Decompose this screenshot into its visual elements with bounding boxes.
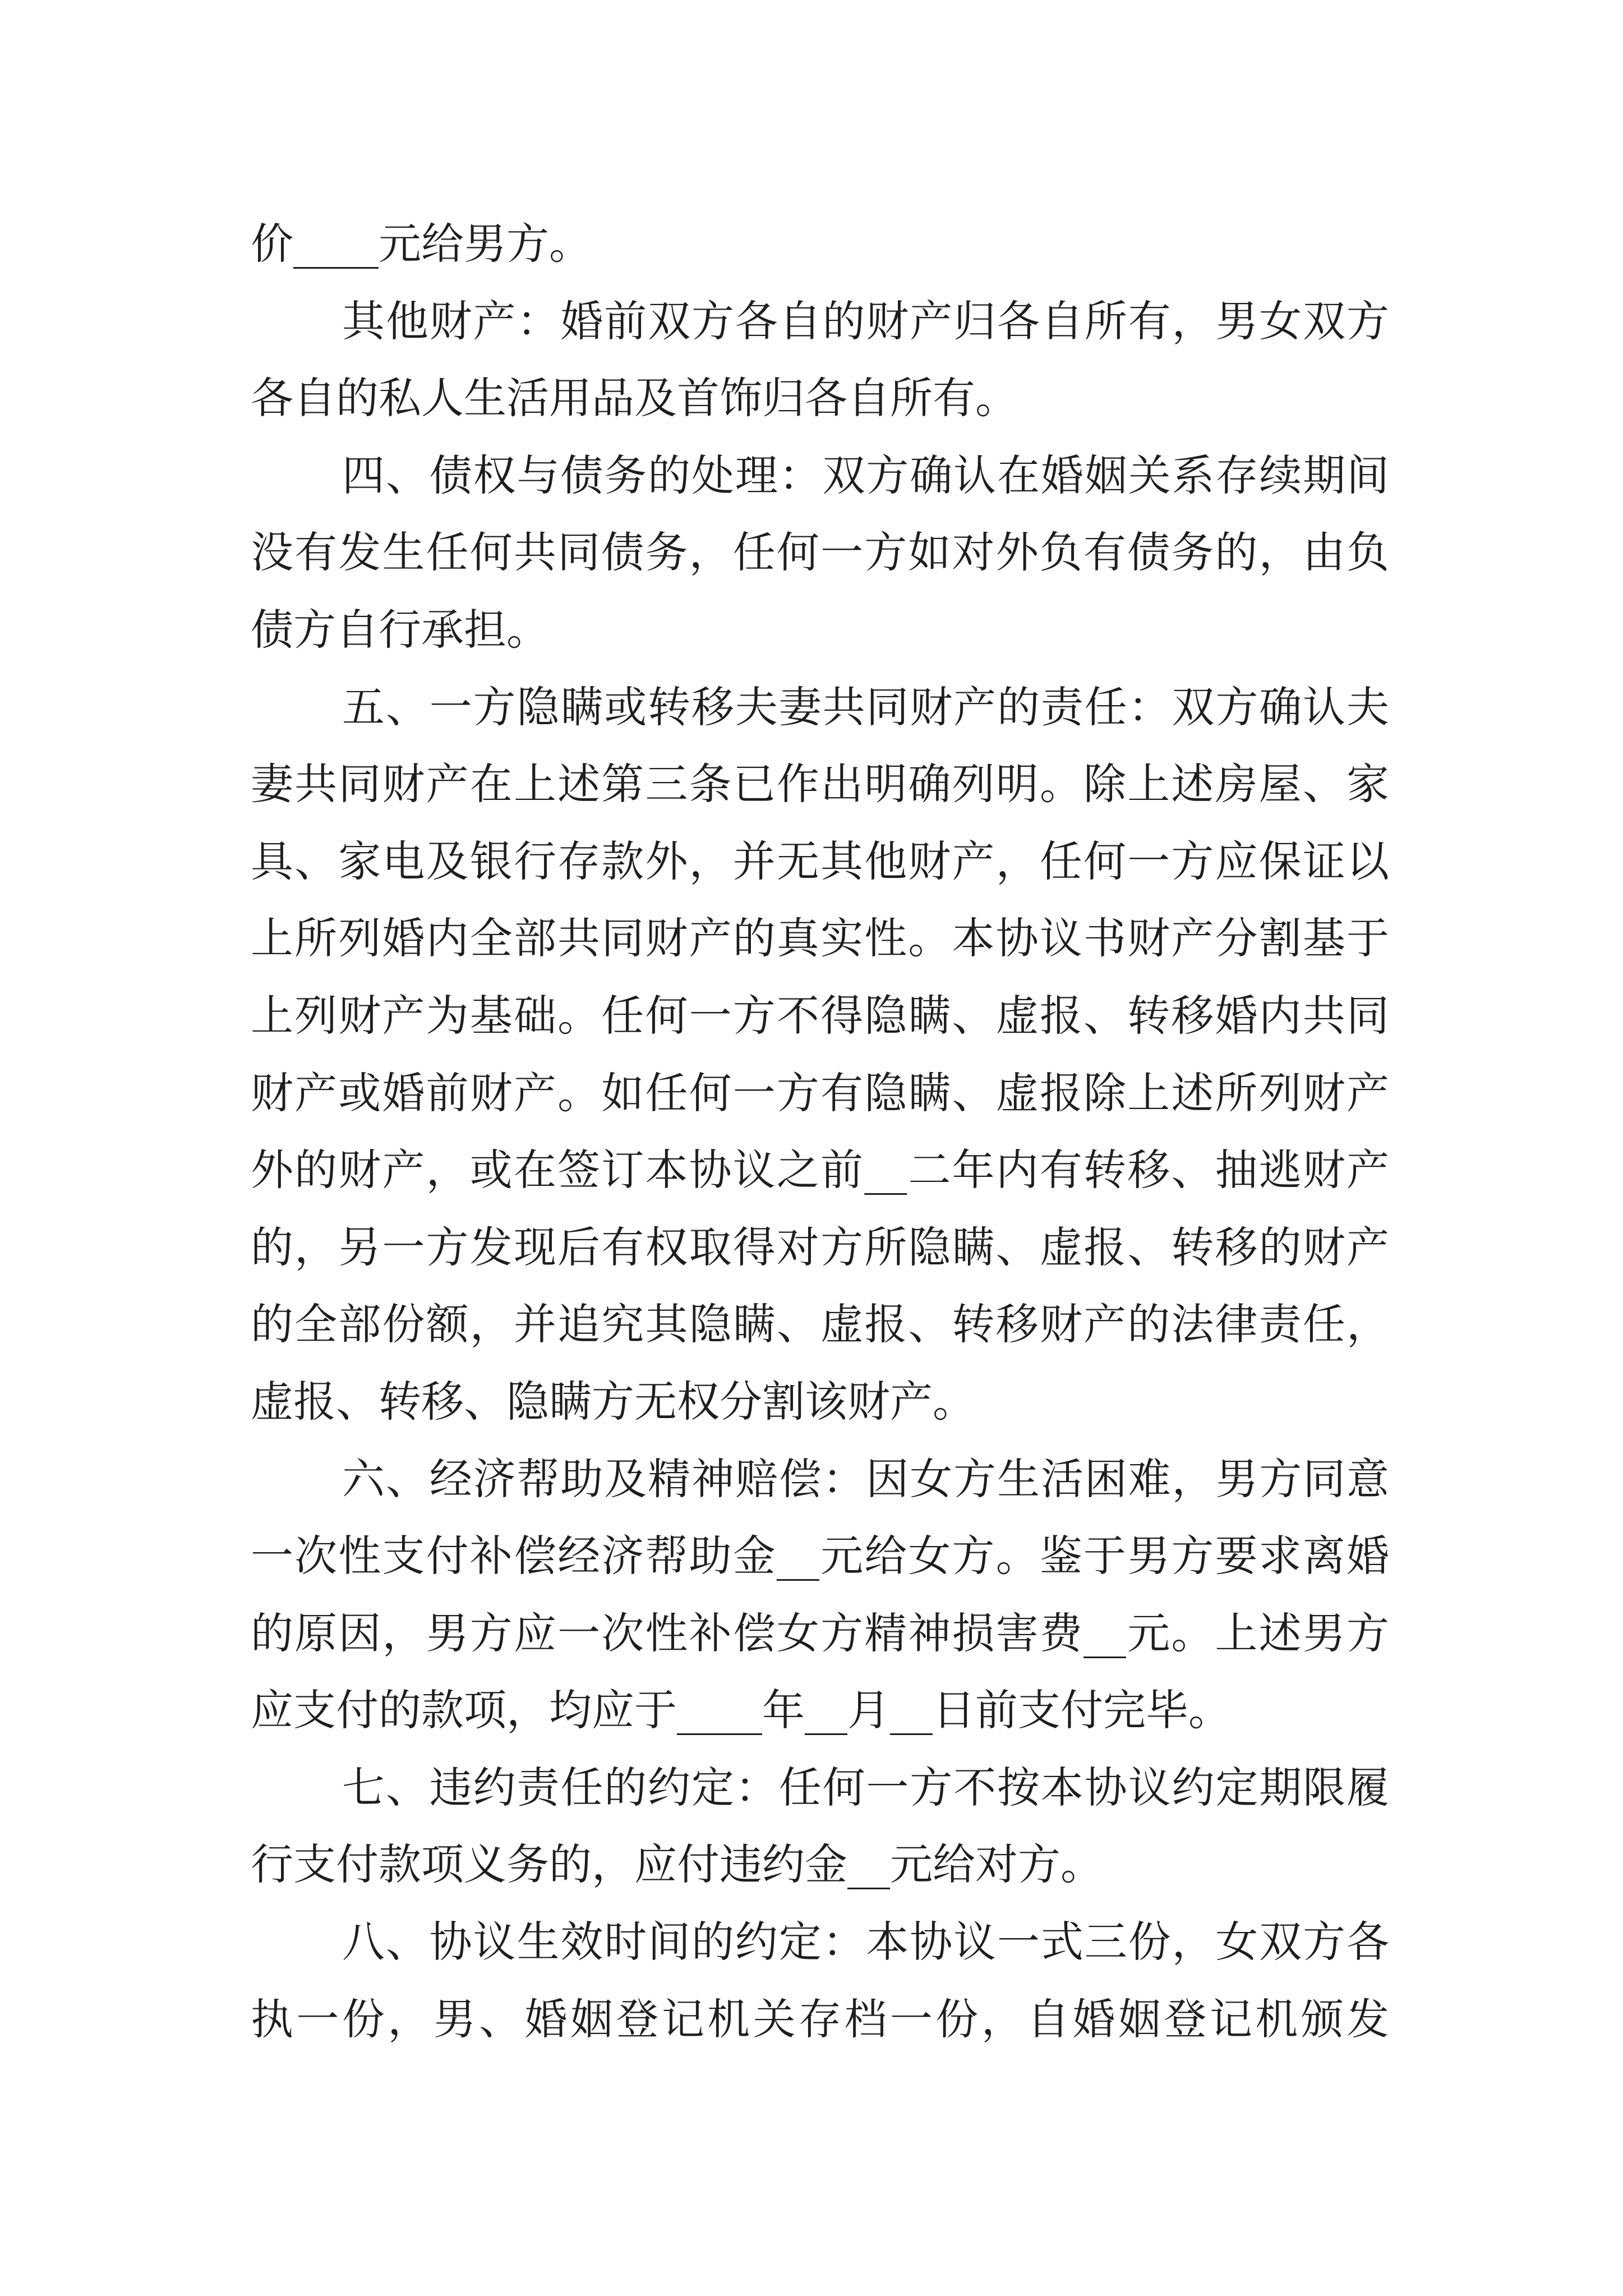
text-line: 四、债权与债务的处理：双方确认在婚姻关系存续期间 (342, 450, 1389, 500)
paragraph-other-property (251, 283, 1389, 437)
text-line: 财产或婚前财产。如任何一方有隐瞒、虚报除上述所列财产 (251, 1068, 1389, 1118)
text-line: 七、违约责任的约定：任何一方不按本协议约定期限履 (342, 1762, 1389, 1812)
text-line: 应支付的款项，均应于____年__月__日前支付完毕。 (251, 1685, 1231, 1736)
text-line: 其他财产：婚前双方各自的财产归各自所有，男女双方 (342, 296, 1389, 346)
paragraph-section-5 (251, 669, 1389, 1441)
text-line: 各自的私人生活用品及首饰归各自所有。 (251, 373, 1018, 424)
document-body (251, 205, 1389, 2058)
paragraph-section-7 (251, 1749, 1389, 1903)
paragraph-continuation (251, 205, 1389, 283)
text-line: 执一份，男、婚姻登记机关存档一份，自婚姻登记机颁发 (251, 1994, 1389, 2044)
text-line: 虚报、转移、隐瞒方无权分割该财产。 (251, 1376, 975, 1427)
text-line: 的原因，男方应一次性补偿女方精神损害费__元。上述男方 (251, 1608, 1389, 1658)
text-line: 价____元给男方。 (251, 219, 592, 269)
text-line: 上列财产为基础。任何一方不得隐瞒、虚报、转移婚内共同 (251, 990, 1389, 1041)
paragraph-section-6 (251, 1441, 1389, 1749)
paragraph-section-8 (251, 1903, 1389, 2058)
text-line: 的全部份额，并追究其隐瞒、虚报、转移财产的法律责任， (251, 1299, 1389, 1350)
text-line: 外的财产，或在签订本协议之前__二年内有转移、抽逃财产 (251, 1145, 1389, 1195)
text-line: 的，另一方发现后有权取得对方所隐瞒、虚报、转移的财产 (251, 1222, 1389, 1272)
text-line: 妻共同财产在上述第三条已作出明确列明。除上述房屋、家 (251, 759, 1389, 809)
text-line: 上所列婚内全部共同财产的真实性。本协议书财产分割基于 (251, 913, 1389, 964)
text-line: 债方自行承担。 (251, 604, 549, 655)
text-line: 六、经济帮助及精神赔偿：因女方生活困难，男方同意 (342, 1453, 1389, 1504)
text-line: 五、一方隐瞒或转移夫妻共同财产的责任：双方确认夫 (342, 682, 1389, 732)
text-line: 一次性支付补偿经济帮助金__元给女方。鉴于男方要求离婚 (251, 1531, 1389, 1581)
text-line: 具、家电及银行存款外，并无其他财产，任何一方应保证以 (251, 836, 1389, 886)
text-line: 八、协议生效时间的约定：本协议一式三份，女双方各 (342, 1917, 1389, 1967)
text-line: 没有发生任何共同债务，任何一方如对外负有债务的，由负 (251, 527, 1389, 578)
text-line: 行支付款项义务的，应付违约金__元给对方。 (251, 1839, 1103, 1890)
paragraph-section-4 (251, 437, 1389, 669)
